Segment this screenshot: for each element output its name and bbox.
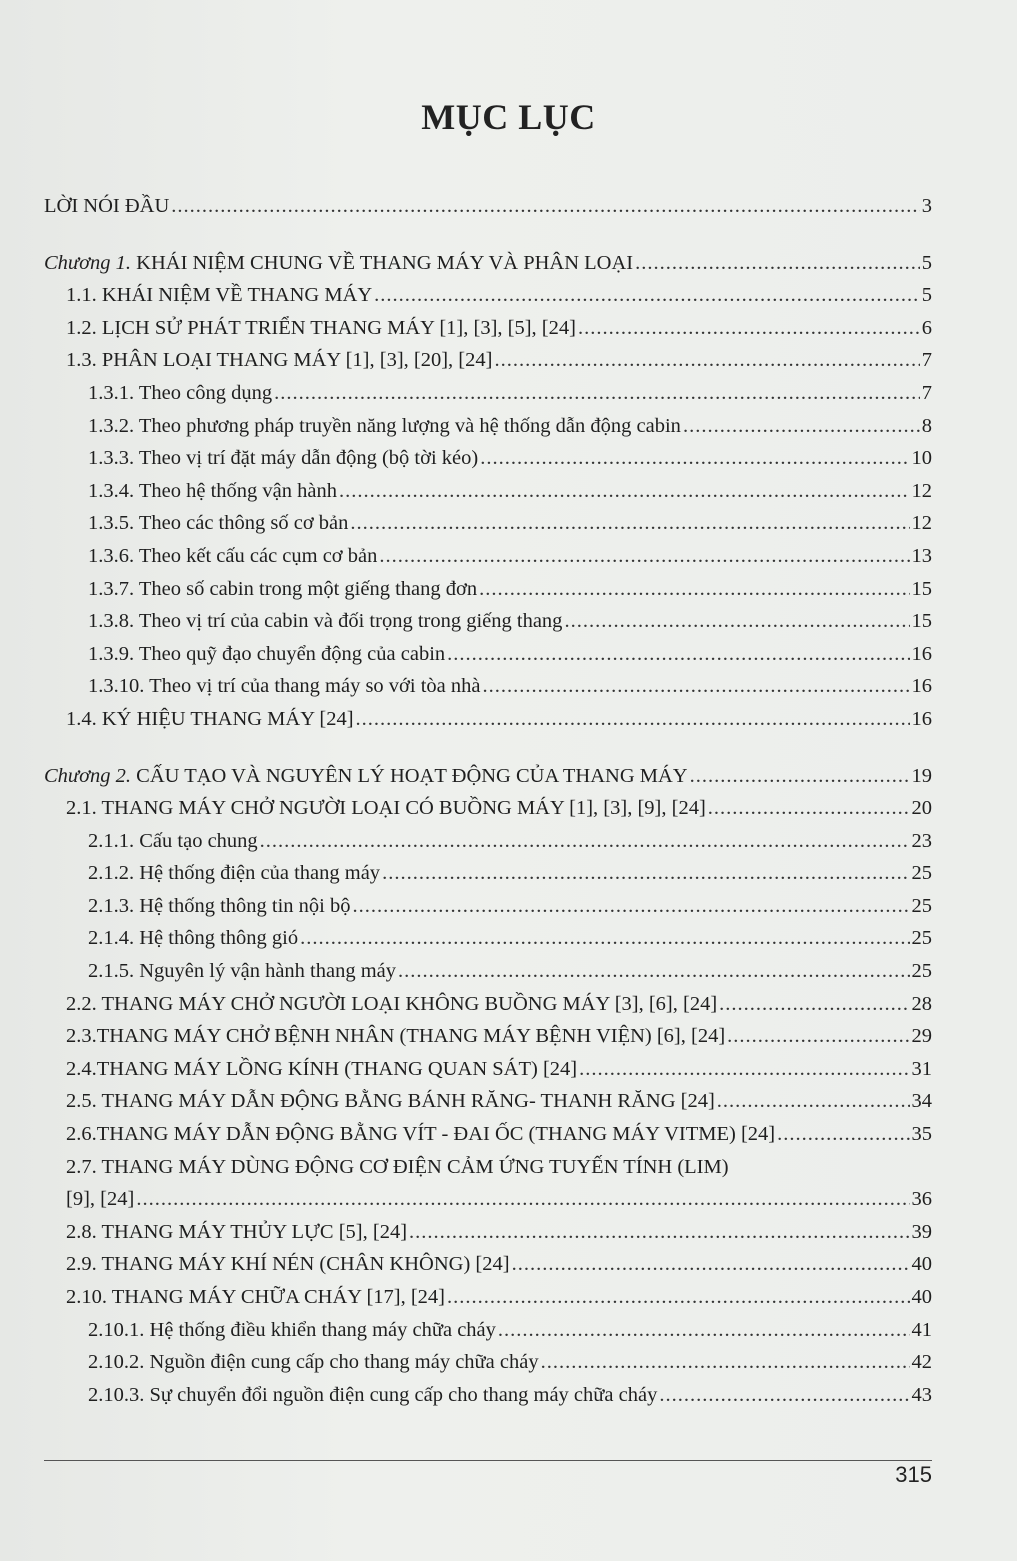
toc-entry-text: 1.3.8. Theo vị trí của cabin và đối trọng trong giếng thang [88, 610, 563, 633]
dot-leader [719, 988, 909, 1021]
toc-page-number: 43 [911, 1383, 932, 1406]
toc-entry [44, 1379, 932, 1412]
toc-page-number: 10 [911, 447, 932, 470]
toc-page-number: 29 [911, 1025, 932, 1048]
toc-entry-text: 2.10.2. Nguồn điện cung cấp cho thang máy chữa cháy [88, 1351, 539, 1374]
toc-entry-text: 2.2. THANG MÁY CHỞ NGƯỜI LOẠI KHÔNG BUỒNG MÁY [3], [6], [24] [66, 992, 718, 1015]
toc-page-number: 42 [911, 1351, 932, 1374]
dot-leader [579, 1053, 909, 1086]
dot-leader [564, 605, 909, 638]
toc-page-number: 25 [911, 894, 932, 917]
toc-entry [44, 475, 932, 508]
toc-page-number: 5 [921, 284, 932, 307]
chapter-title: KHÁI NIỆM CHUNG VỀ THANG MÁY VÀ PHÂN LOẠI [136, 251, 634, 274]
dot-leader [339, 475, 910, 508]
toc-entry-text: 2.1.4. Hệ thông thông gió [88, 927, 299, 950]
toc-entry-text: 2.5. THANG MÁY DẪN ĐỘNG BẰNG BÁNH RĂNG- THANH RĂNG [24] [66, 1090, 715, 1113]
dot-leader [171, 190, 919, 223]
toc-page-number: 12 [911, 479, 932, 502]
toc-entry-text: 2.10. THANG MÁY CHỮA CHÁY [17], [24] [66, 1286, 446, 1308]
toc-page-number: 15 [911, 610, 932, 633]
toc-entry-text: 1.3.5. Theo các thông số cơ bản [88, 512, 349, 535]
footer-rule [44, 1460, 932, 1461]
dot-leader [136, 1183, 909, 1216]
dot-leader [479, 573, 909, 606]
dot-leader [482, 670, 909, 703]
dot-leader [498, 1314, 910, 1347]
toc-entry [44, 1281, 932, 1314]
toc-page-number: 34 [911, 1090, 932, 1113]
dot-leader [353, 890, 910, 923]
toc-entry [44, 377, 932, 410]
dot-leader [777, 1118, 909, 1151]
toc-entry [44, 890, 932, 923]
dot-leader [356, 703, 910, 736]
dot-leader [541, 1346, 910, 1379]
toc-foreword [44, 190, 932, 223]
dot-leader [274, 377, 920, 410]
toc-entry [44, 540, 932, 573]
dot-leader [717, 1085, 910, 1118]
toc-entry-text: 1.3.4. Theo hệ thống vận hành [88, 479, 337, 502]
toc-page-number: 23 [911, 829, 932, 852]
toc-page-number: 7 [921, 349, 932, 372]
toc-page-number: 16 [911, 642, 932, 665]
toc-entry-text: LỜI NÓI ĐẦU [44, 195, 170, 217]
dot-leader [300, 922, 909, 955]
toc-entry-text: 1.3.7. Theo số cabin trong một giếng thang đơn [88, 577, 478, 600]
toc-page-number: 6 [921, 316, 932, 339]
toc-entry-text: 2.6.THANG MÁY DẪN ĐỘNG BẰNG VÍT - ĐAI ỐC (THANG MÁY VITME) [24] [66, 1123, 776, 1146]
toc-entry-text: 2.10.3. Sự chuyển đổi nguồn điện cung cấp cho thang máy chữa cháy [88, 1383, 658, 1406]
dot-leader [635, 247, 920, 280]
toc-entry-text: 2.1.1. Cấu tạo chung [88, 829, 258, 852]
chapter-label: Chương 2. [44, 764, 132, 787]
toc-entry [44, 279, 932, 312]
toc-entry [44, 1053, 932, 1086]
toc-page-number: 28 [911, 992, 932, 1015]
dot-leader [708, 792, 910, 825]
toc-entry-text: 1.3.9. Theo quỹ đạo chuyển động của cabin [88, 642, 446, 665]
toc-page-number: 16 [911, 675, 932, 698]
toc-entry-text: 1.1. KHÁI NIỆM VỀ THANG MÁY [66, 284, 373, 307]
toc-entry-text: 1.3.2. Theo phương pháp truyền năng lượng và hệ thống dẫn động cabin [88, 414, 681, 437]
toc-entry [44, 825, 932, 858]
toc-entry [44, 605, 932, 638]
dot-leader [480, 442, 909, 475]
toc-entry-text: 2.10.1. Hệ thống điều khiển thang máy chữa cháy [88, 1318, 496, 1341]
toc-entry-lim-line2 [44, 1183, 932, 1216]
toc-entry-text: 2.1. THANG MÁY CHỞ NGƯỜI LOẠI CÓ BUỒNG MÁY [1], [3], [9], [24] [66, 797, 706, 820]
toc-page-number: 16 [911, 707, 932, 730]
toc-entry [44, 1085, 932, 1118]
toc-page-number: 25 [911, 960, 932, 983]
toc-entry-text: 2.1.2. Hệ thống điện của thang máy [88, 862, 381, 885]
toc-entry-text: 1.2. LỊCH SỬ PHÁT TRIỂN THANG MÁY [1], [3], [5], [24] [66, 316, 576, 339]
toc-entry [44, 1118, 932, 1151]
dot-leader [260, 825, 910, 858]
toc-entry-text: 2.3.THANG MÁY CHỞ BỆNH NHÂN (THANG MÁY BỆNH VIỆN) [6], [24] [66, 1025, 726, 1048]
chapter-title: CẤU TẠO VÀ NGUYÊN LÝ HOẠT ĐỘNG CỦA THANG MÁY [136, 764, 688, 787]
toc-entry [44, 638, 932, 671]
dot-leader [350, 507, 909, 540]
toc-entry [44, 442, 932, 475]
toc-entry [44, 312, 932, 345]
toc-entry-text: 1.4. KÝ HIỆU THANG MÁY [24] [66, 707, 354, 730]
toc-entry [44, 922, 932, 955]
toc-entry [44, 410, 932, 443]
toc-entry-text: [9], [24] [66, 1188, 135, 1211]
toc-chapter-2 [44, 760, 932, 793]
dot-leader [379, 540, 909, 573]
toc-page-number: 31 [911, 1057, 932, 1080]
toc-entry [44, 1020, 932, 1053]
dot-leader [398, 955, 909, 988]
toc-entry [44, 857, 932, 890]
toc-entry-text: 1.3. PHÂN LOẠI THANG MÁY [1], [3], [20], [24] [66, 349, 493, 372]
page-title: MỤC LỤC [421, 97, 596, 137]
toc-entry [44, 1314, 932, 1347]
toc-chapter-1 [44, 247, 932, 280]
toc-page-number: 15 [911, 577, 932, 600]
toc-entry-text: 2.8. THANG MÁY THỦY LỰC [5], [24] [66, 1220, 408, 1243]
toc-entry [44, 507, 932, 540]
toc-entry-text: 2.9. THANG MÁY KHÍ NÉN (CHÂN KHÔNG) [24] [66, 1253, 510, 1276]
toc-entry-lim-line1: 2.7. THANG MÁY DÙNG ĐỘNG CƠ ĐIỆN CẢM ỨNG TUYẾN TÍNH (LIM) [66, 1155, 729, 1178]
toc-page-number: 40 [911, 1286, 932, 1308]
dot-leader [447, 1281, 909, 1314]
dot-leader [578, 312, 920, 345]
toc-entry-text: 1.3.6. Theo kết cấu các cụm cơ bản [88, 544, 378, 567]
toc-page-number: 36 [911, 1188, 932, 1211]
toc-entry [44, 1346, 932, 1379]
chapter-label: Chương 1. [44, 251, 132, 274]
toc-entry-text: 1.3.3. Theo vị trí đặt máy dẫn động (bộ tời kéo) [88, 447, 479, 470]
dot-leader [512, 1248, 910, 1281]
toc-page-number: 12 [911, 512, 932, 535]
dot-leader [374, 279, 920, 312]
toc-entry [44, 344, 932, 377]
toc-page-number: 5 [921, 251, 932, 274]
toc-page-number: 41 [911, 1318, 932, 1341]
toc-page-number: 35 [911, 1123, 932, 1146]
dot-leader [683, 410, 920, 443]
toc-page-number: 8 [921, 414, 932, 437]
toc-entry [44, 1216, 932, 1249]
toc-entry-text: 2.1.5. Nguyên lý vận hành thang máy [88, 960, 397, 983]
toc-page-number: 19 [911, 764, 932, 787]
toc-page-number: 20 [911, 797, 932, 820]
toc-entry-text: 1.3.10. Theo vị trí của thang máy so với tòa nhà [88, 675, 481, 698]
toc-entry-text: 2.1.3. Hệ thống thông tin nội bộ [88, 894, 351, 917]
dot-leader [727, 1020, 909, 1053]
toc-page-number: 7 [921, 381, 932, 404]
dot-leader [382, 857, 909, 890]
toc-entry [44, 955, 932, 988]
dot-leader [409, 1216, 909, 1249]
dot-leader [447, 638, 909, 671]
toc-page-number: 3 [921, 195, 932, 217]
toc-page-number: 25 [911, 927, 932, 950]
toc-entry [44, 573, 932, 606]
toc-entry [44, 670, 932, 703]
toc-page-number: 40 [911, 1253, 932, 1276]
toc-entry-text: 1.3.1. Theo công dụng [88, 381, 273, 404]
toc-entry [44, 1248, 932, 1281]
page-number: 315 [895, 1462, 932, 1487]
toc-page-number: 39 [911, 1220, 932, 1243]
toc-entry-text: 2.4.THANG MÁY LỒNG KÍNH (THANG QUAN SÁT) [24] [66, 1057, 578, 1080]
toc-entry [44, 988, 932, 1021]
table-of-contents [44, 190, 932, 1411]
toc-page-number: 13 [911, 544, 932, 567]
toc-entry [44, 792, 932, 825]
toc-page-number: 25 [911, 862, 932, 885]
dot-leader [494, 344, 919, 377]
toc-entry [44, 703, 932, 736]
dot-leader [659, 1379, 909, 1412]
dot-leader [690, 760, 910, 793]
